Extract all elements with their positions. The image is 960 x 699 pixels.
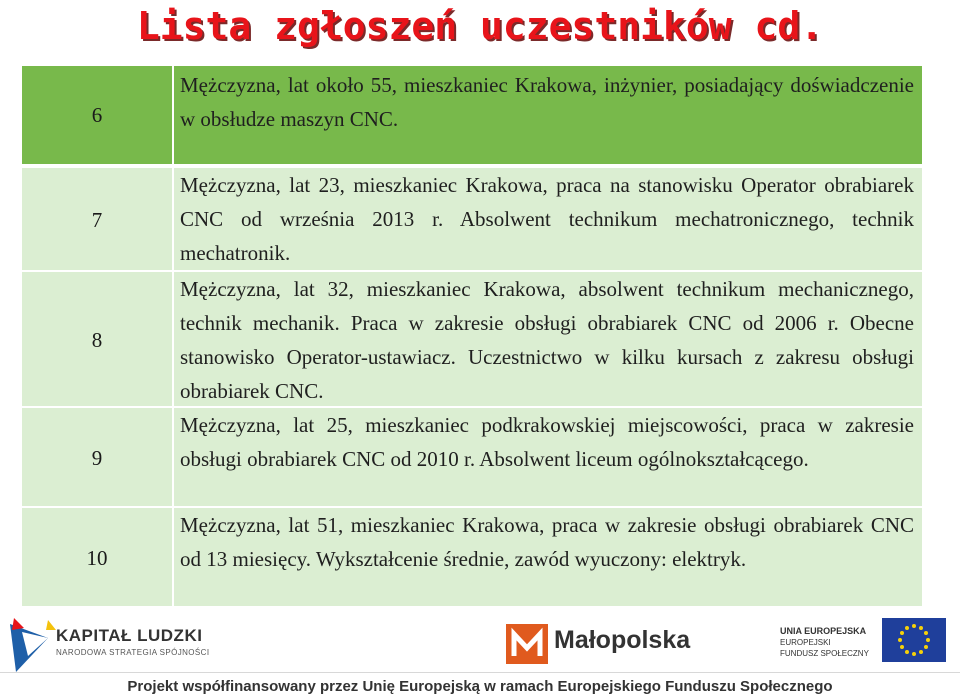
row-description: Mężczyzna, lat 32, mieszkaniec Krakowa, absolwent technikum mechanicznego, technik mechanik. Praca w zakresie obsługi obrabiarek CNC od 2006 r. Obecne stanowisko Operator-ustawiacz. Uczestnictwo w kilku kursach z zakresu obsługi obrabiarek CNC. (174, 272, 922, 408)
row-description: Mężczyzna, lat 25, mieszkaniec podkrakowskiej miejscowości, praca w zakresie obsługi obrabiarek CNC od 2010 r. Absolwent liceum ogólnokształcącego. (174, 408, 922, 508)
table-row (22, 406, 922, 508)
row-number: 10 (22, 508, 174, 608)
kapital-ludzki-subtitle: NARODOWA STRATEGIA SPÓJNOŚCI (56, 648, 210, 657)
kapital-ludzki-logo-icon (8, 616, 238, 676)
participants-table (22, 66, 922, 606)
footer-divider (0, 672, 960, 673)
table-row (22, 66, 922, 164)
project-credit: Projekt współfinansowany przez Unię Europejską w ramach Europejskiego Funduszu Społecznego (127, 678, 833, 695)
row-description: Mężczyzna, lat około 55, mieszkaniec Krakowa, inżynier, posiadający doświadczenie w obsłudze maszyn CNC. (174, 66, 922, 164)
eu-fund-text: UNIA EUROPEJSKA EUROPEJSKI FUNDUSZ SPOŁECZNY (780, 626, 869, 658)
malopolska-text: Małopolska (554, 626, 691, 654)
row-number: 9 (22, 408, 174, 508)
row-number: 8 (22, 272, 174, 408)
kapital-ludzki-text: KAPITAŁ LUDZKI (56, 626, 203, 645)
row-description: Mężczyzna, lat 51, mieszkaniec Krakowa, praca w zakresie obsługi obrabiarek CNC od 13 miesięcy. Wykształcenie średnie, zawód wyuczony: elektryk. (174, 508, 922, 608)
footer-logos (0, 606, 960, 699)
table-row (22, 506, 922, 608)
row-description: Mężczyzna, lat 23, mieszkaniec Krakowa, praca na stanowisku Operator obrabiarek CNC od września 2013 r. Absolwent technikum mechatronicznego, technik mechatronik. (174, 168, 922, 272)
eu-flag-icon (882, 618, 946, 662)
row-number: 7 (22, 168, 174, 272)
row-number: 6 (22, 66, 174, 164)
table-row (22, 166, 922, 272)
table-row (22, 270, 922, 408)
page-title: Lista zgłoszeń uczestników cd. (136, 4, 824, 48)
